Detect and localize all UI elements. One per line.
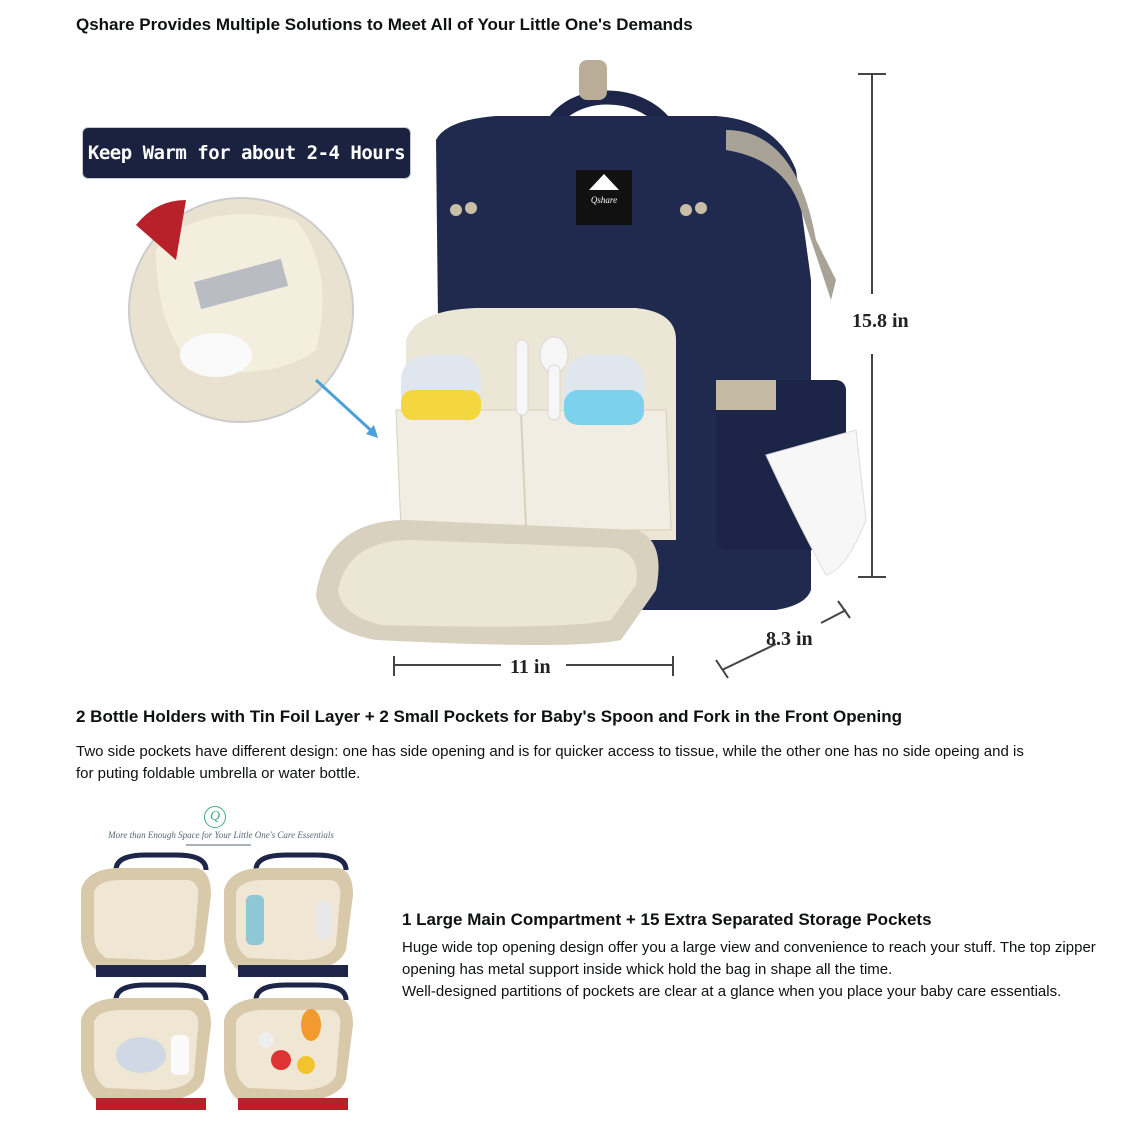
main-compartment-description-line3: Well-designed partitions of pockets are clear at a glance when you place your baby care essentials. bbox=[402, 983, 1062, 1000]
collage-illustration bbox=[76, 800, 360, 1125]
main-compartment-description-line2: opening has metal support inside whick hold the bag in shape all the time. bbox=[402, 961, 893, 978]
collage-logo: Q bbox=[204, 806, 226, 828]
main-compartment-description-line1: Huge wide top opening design offer you a large view and convenience to reach your stuff. The top zipper bbox=[402, 939, 1096, 956]
open-bag-2 bbox=[224, 855, 353, 977]
side-pockets-description-line2: for puting foldable umbrella or water bottle. bbox=[76, 765, 361, 782]
baby-fork bbox=[516, 340, 528, 415]
backpack-product-image bbox=[76, 50, 1086, 690]
pointer-arrow bbox=[316, 380, 376, 435]
side-pockets-description-line1: Two side pockets have different design: one has side opening and is for quicker access to tissue, while the other one has no side opeing and is bbox=[76, 743, 1024, 760]
open-bag-3 bbox=[81, 985, 211, 1110]
section-heading-bottle-holders: 2 Bottle Holders with Tin Foil Layer + 2 Small Pockets for Baby's Spoon and Fork in the Front Opening bbox=[76, 707, 902, 726]
keep-warm-badge: Keep Warm for about 2-4 Hours bbox=[82, 127, 411, 179]
compartments-collage-image bbox=[76, 800, 360, 1125]
section-heading-main-compartment: 1 Large Main Compartment + 15 Extra Separated Storage Pockets bbox=[402, 910, 932, 929]
open-bag-1 bbox=[81, 855, 211, 977]
depth-label: 8.3 in bbox=[766, 628, 813, 650]
section-heading-solutions: Qshare Provides Multiple Solutions to Meet All of Your Little One's Demands bbox=[76, 15, 693, 34]
brand-tag-text: Qshare bbox=[590, 195, 618, 205]
hanging-loop bbox=[579, 60, 607, 100]
open-bag-4 bbox=[224, 985, 353, 1110]
height-label: 15.8 in bbox=[852, 310, 909, 332]
collage-caption: More than Enough Space for Your Little One's Care Essentials bbox=[108, 830, 334, 840]
width-label: 11 in bbox=[510, 656, 551, 678]
